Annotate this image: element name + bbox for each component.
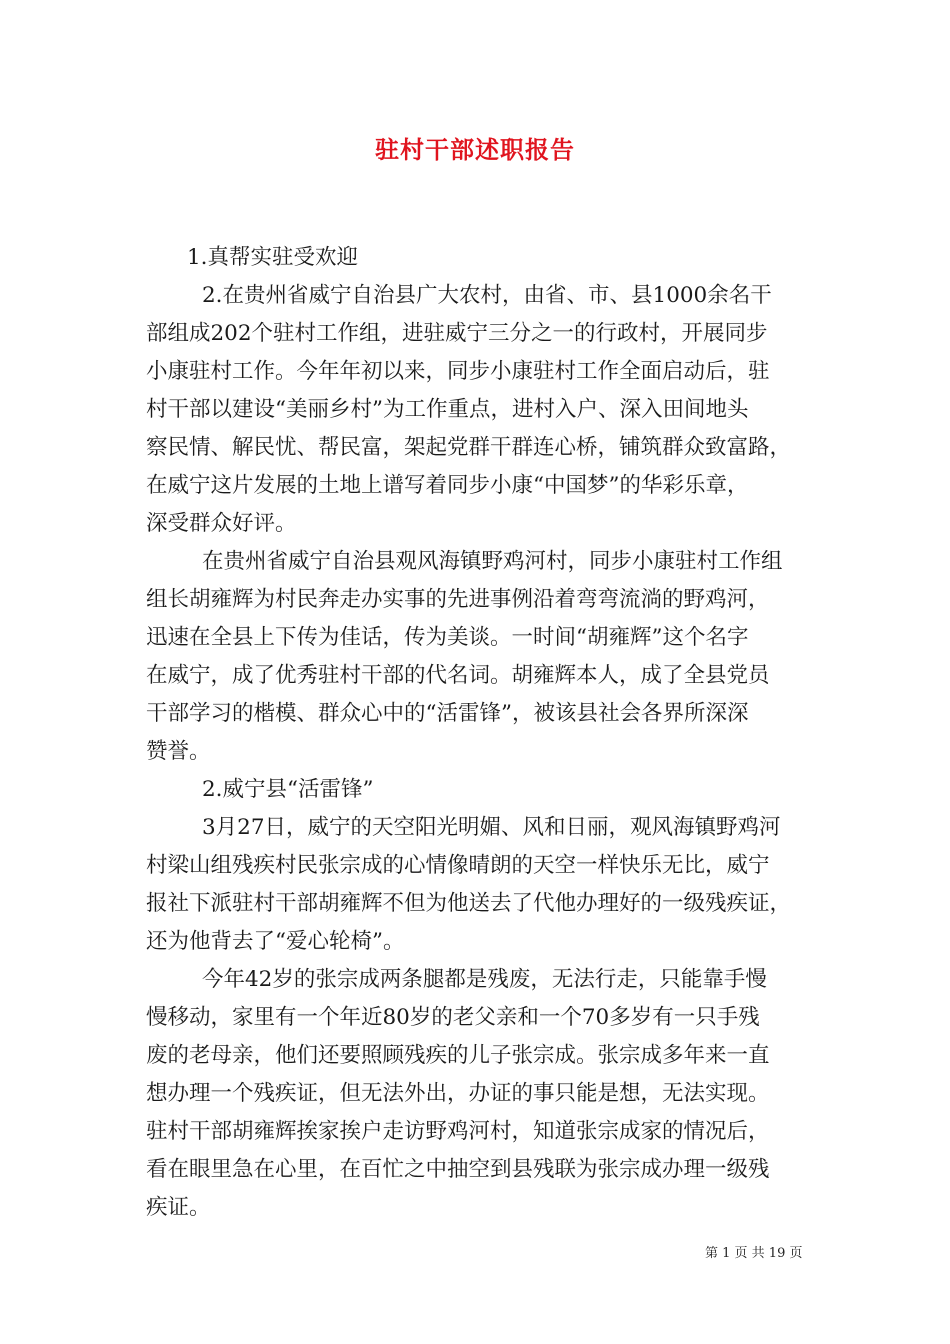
text-line: 驻村干部胡雍辉挨家挨户走访野鸡河村，知道张宗成家的情况后， xyxy=(146,1119,770,1144)
text-line: 废的老母亲，他们还要照顾残疾的儿子张宗成。张宗成多年来一直 xyxy=(146,1043,770,1068)
text-line: 1.真帮实驻受欢迎 xyxy=(187,245,359,270)
text-line: 看在眼里急在心里，在百忙之中抽空到县残联为张宗成办理一级残 xyxy=(146,1157,770,1182)
text-line: 在贵州省威宁自治县观风海镇野鸡河村，同步小康驻村工作组 xyxy=(202,549,783,574)
text-line: 2.在贵州省威宁自治县广大农村，由省、市、县1000余名干 xyxy=(202,283,772,308)
text-line: 干部学习的楷模、群众心中的“活雷锋”，被该县社会各界所深深 xyxy=(146,701,749,726)
text-line: 赞誉。 xyxy=(146,739,211,764)
text-line: 2.威宁县“活雷锋” xyxy=(202,777,374,802)
text-line: 在威宁，成了优秀驻村干部的代名词。胡雍辉本人，成了全县党员 xyxy=(146,663,770,688)
text-line: 3月27日，威宁的天空阳光明媚、风和日丽，观风海镇野鸡河 xyxy=(202,815,781,840)
text-line: 迅速在全县上下传为佳话，传为美谈。一时间“胡雍辉”这个名字 xyxy=(146,625,749,650)
text-line: 疾证。 xyxy=(146,1195,211,1220)
text-line: 慢移动，家里有一个年近80岁的老父亲和一个70多岁有一只手残 xyxy=(146,1005,760,1030)
text-line: 组长胡雍辉为村民奔走办实事的先进事例沿着弯弯流淌的野鸡河， xyxy=(146,587,770,612)
text-line: 想办理一个残疾证，但无法外出，办证的事只能是想，无法实现。 xyxy=(146,1081,770,1106)
page-title: 驻村干部述职报告 xyxy=(375,135,575,164)
text-line: 在威宁这片发展的土地上谱写着同步小康“中国梦”的华彩乐章， xyxy=(146,473,749,498)
text-line: 报社下派驻村干部胡雍辉不但为他送去了代他办理好的一级残疾证， xyxy=(146,891,792,916)
text-line: 村干部以建设“美丽乡村”为工作重点，进村入户、深入田间地头 xyxy=(146,397,749,422)
text-line: 深受群众好评。 xyxy=(146,511,297,536)
text-line: 小康驻村工作。今年年初以来，同步小康驻村工作全面启动后，驻 xyxy=(146,359,770,384)
page-number: 第 1 页 共 19 页 xyxy=(705,1246,803,1261)
text-line: 还为他背去了“爱心轮椅”。 xyxy=(146,929,405,954)
text-line: 村梁山组残疾村民张宗成的心情像晴朗的天空一样快乐无比，威宁 xyxy=(146,853,770,878)
text-line: 今年42岁的张宗成两条腿都是残废，无法行走，只能靠手慢 xyxy=(202,967,767,992)
text-line: 察民情、解民忧、帮民富，架起党群干群连心桥，铺筑群众致富路， xyxy=(146,435,792,460)
text-line: 部组成202个驻村工作组，进驻威宁三分之一的行政村，开展同步 xyxy=(146,321,768,346)
